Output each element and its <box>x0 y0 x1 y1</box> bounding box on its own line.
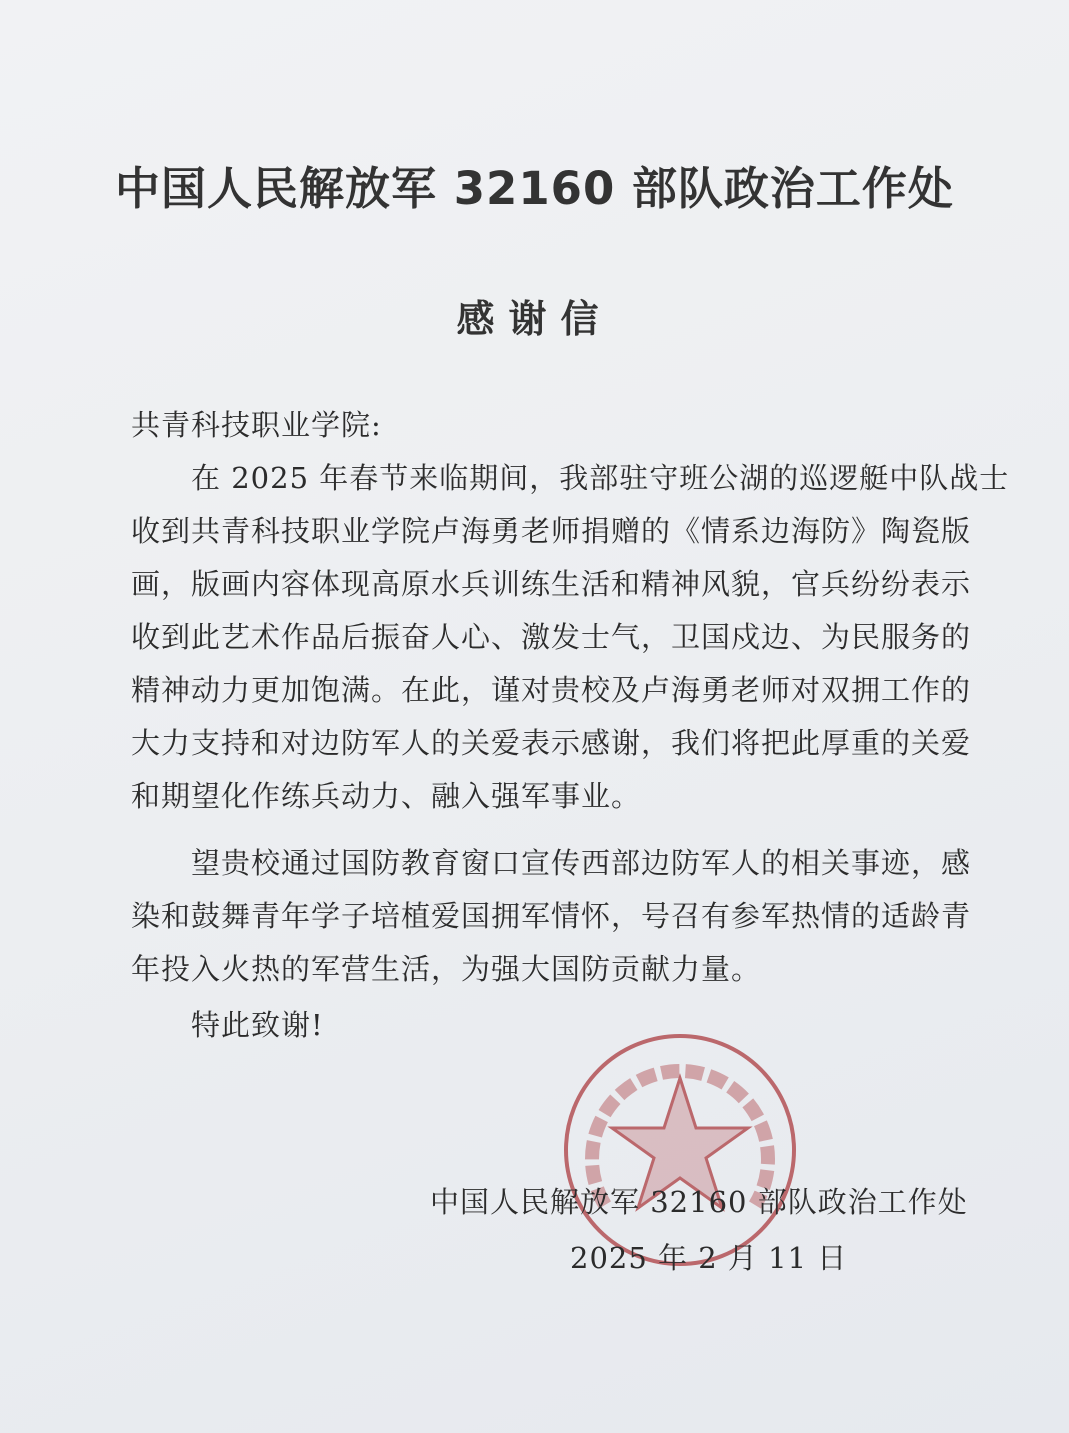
official-seal-stamp <box>560 1030 800 1270</box>
letterhead-organization: 中国人民解放军 32160 部队政治工作处 <box>115 162 954 215</box>
signature-date: 2025 年 2 月 11 日 <box>570 1241 848 1275</box>
body-line: 画，版画内容体现高原水兵训练生活和精神风貌，官兵纷纷表示 <box>131 567 972 601</box>
body-line: 和期望化作练兵动力、融入强军事业。 <box>131 779 642 813</box>
closing-line: 特此致谢! <box>131 1008 324 1042</box>
body-line: 收到共青科技职业学院卢海勇老师捐赠的《情系边海防》陶瓷版 <box>131 514 972 548</box>
body-line: 在 2025 年春节来临期间，我部驻守班公湖的巡逻艇中队战士 <box>131 461 1010 495</box>
body-line: 年投入火热的军营生活，为强大国防贡献力量。 <box>131 952 762 986</box>
signature-organization: 中国人民解放军 32160 部队政治工作处 <box>430 1185 968 1219</box>
body-line: 望贵校通过国防教育窗口宣传西部边防军人的相关事迹，感 <box>131 846 972 880</box>
body-line: 收到此艺术作品后振奋人心、激发士气，卫国戍边、为民服务的 <box>131 620 972 654</box>
body-line: 染和鼓舞青年学子培植爱国拥军情怀，号召有参军热情的适龄青 <box>131 899 972 933</box>
body-line: 精神动力更加饱满。在此，谨对贵校及卢海勇老师对双拥工作的 <box>131 673 972 707</box>
salutation: 共青科技职业学院: <box>131 408 382 442</box>
letter-title: 感谢信 <box>456 297 613 341</box>
body-line: 大力支持和对边防军人的关爱表示感谢，我们将把此厚重的关爱 <box>131 726 972 760</box>
